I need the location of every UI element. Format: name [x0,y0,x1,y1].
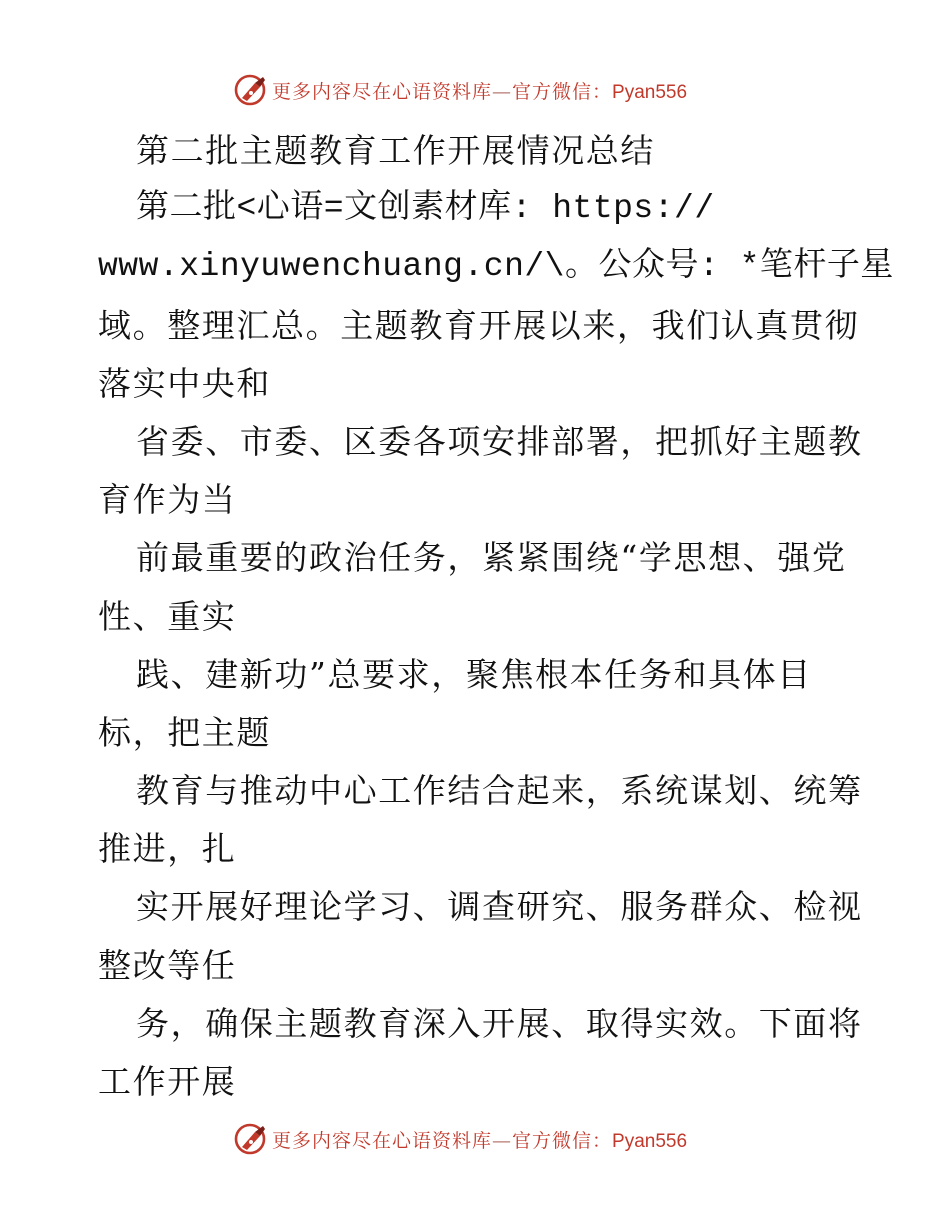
document-body [98,122,894,1111]
banner-text: 更多内容尽在心语资料库—官方微信：Pyan556 [272,1130,688,1152]
text-line: 育作为当 [98,480,237,520]
text-line: 推进，扎 [98,829,237,869]
text-line: 性、重实 [98,596,237,636]
text-line: 工作开展 [98,1062,237,1101]
text-line: 第二批<心语=文创素材库: https:// [136,190,715,228]
header-banner [0,72,950,112]
text-line: 省委、市委、区委各项安排部署，把抓好主题教 [136,421,863,461]
banner-text: 更多内容尽在心语资料库—官方微信：Pyan556 [272,81,688,103]
text-line: 务，确保主题教育深入开展、取得实效。下面将 [136,1003,863,1043]
text-line: 整改等任 [98,945,237,985]
text-line: 前最重要的政治任务，紧紧围绕“学思想、强党 [136,538,847,578]
paragraph [98,180,894,1111]
text-line: www.xinyuwenchuang.cn/\。公众号: *笔杆子星 [98,248,894,286]
document-title: 第二批主题教育工作开展情况总结 [136,131,655,170]
text-line: 实开展好理论学习、调查研究、服务群众、检视 [136,887,863,927]
pen-nib-logo-icon [233,72,269,108]
text-line: 落实中央和 [98,363,271,403]
text-line: 教育与推动中心工作结合起来，系统谋划、统筹 [136,771,863,811]
footer-banner [0,1121,950,1161]
text-line: 域。整理汇总。主题教育开展以来，我们认真贯彻 [98,305,860,345]
text-line: 标，把主题 [98,712,271,752]
pen-nib-logo-icon [233,1121,269,1157]
text-line: 践、建新功”总要求，聚焦根本任务和具体目 [136,654,812,694]
